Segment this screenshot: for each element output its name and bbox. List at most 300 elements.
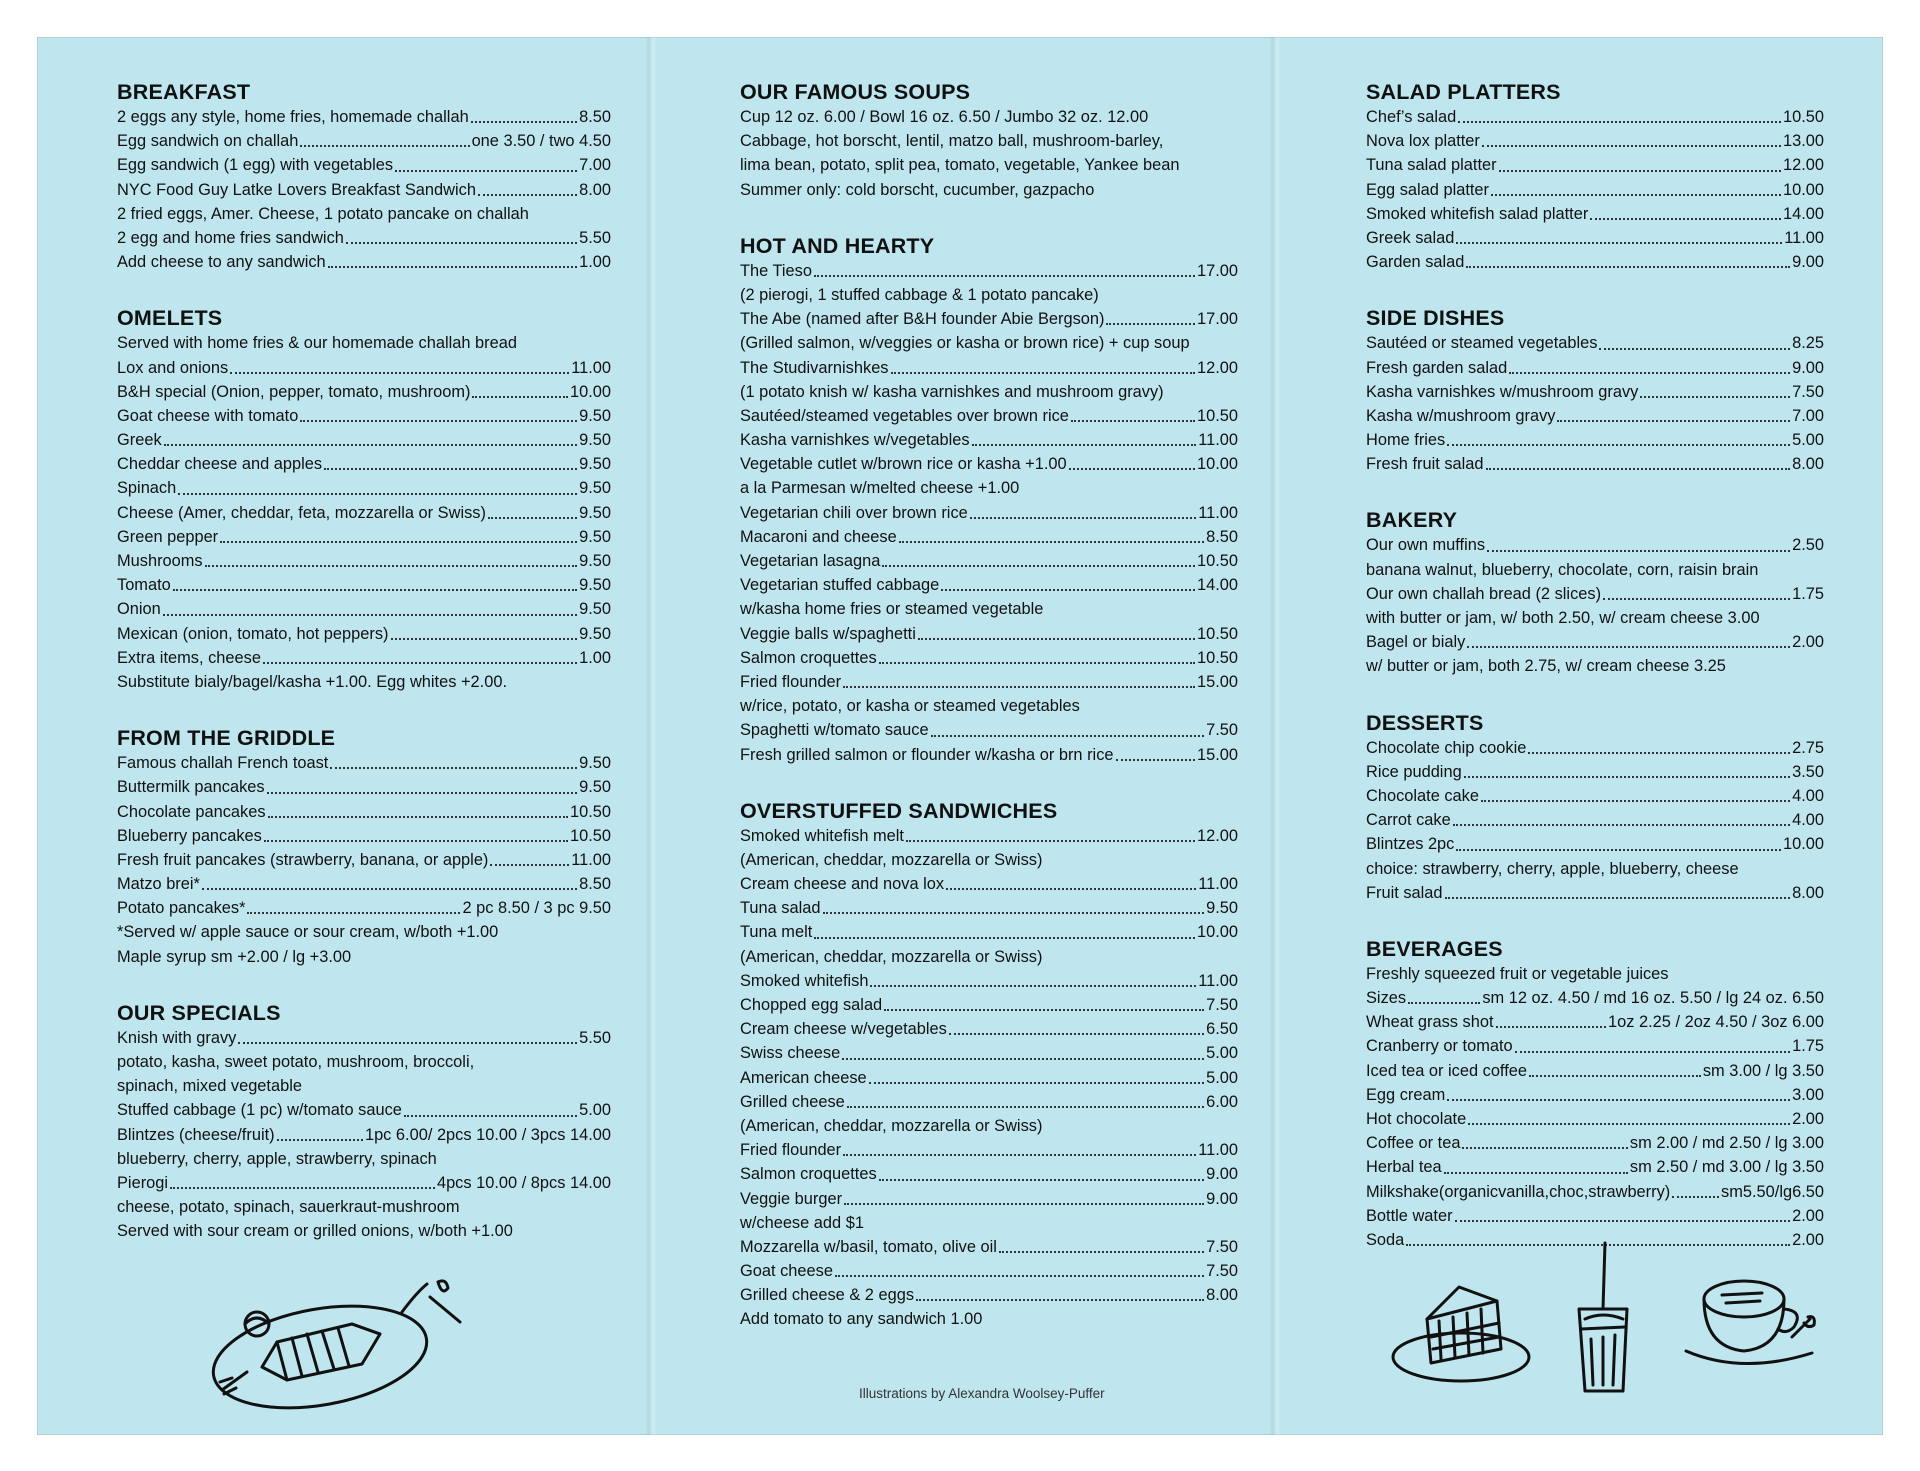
menu-item <box>117 226 611 250</box>
menu-item <box>740 525 1238 549</box>
item-name: Our own muffins <box>1366 536 1486 555</box>
item-price: 7.50 <box>1206 1237 1238 1256</box>
item-name: Rice pudding <box>1366 762 1462 781</box>
menu-item <box>740 307 1238 331</box>
menu-item <box>117 775 611 799</box>
cake-slice-icon <box>1389 1279 1539 1389</box>
menu-item <box>1366 736 1824 760</box>
item-price: 9.00 <box>1206 1189 1238 1208</box>
section-title: SIDE DISHES <box>1366 306 1505 331</box>
dot-leader <box>163 614 577 616</box>
item-price: 9.50 <box>579 527 611 546</box>
item-name: Sizes <box>1366 989 1407 1008</box>
menu-item <box>117 1171 611 1195</box>
item-price: 10.00 <box>1782 835 1824 854</box>
breakfast-plate-icon <box>202 1272 502 1412</box>
item-price: 9.50 <box>579 600 611 619</box>
item-name: Mozzarella w/basil, tomato, olive oil <box>740 1237 997 1256</box>
item-name: Cranberry or tomato <box>1366 1037 1513 1056</box>
menu-item <box>740 896 1238 920</box>
item-name: Stuffed cabbage (1 pc) w/tomato sauce <box>117 1101 402 1120</box>
item-price: 10.50 <box>1196 552 1238 570</box>
item-price: sm 2.50 / md 3.00 / lg 3.50 <box>1629 1158 1824 1177</box>
item-price: 8.50 <box>1206 527 1238 546</box>
menu-section <box>740 233 1238 767</box>
item-name: 2 egg and home fries sandwich <box>117 228 344 247</box>
item-name: Fried flounder <box>740 1141 842 1160</box>
dot-leader <box>823 912 1205 914</box>
item-name: The Studivarnishkes <box>740 358 889 377</box>
item-price: 9.50 <box>579 431 611 450</box>
item-price: 9.50 <box>579 406 611 425</box>
item-price: 9.50 <box>579 552 611 570</box>
item-name: Carrot cake <box>1366 811 1451 830</box>
item-price: 11.00 <box>1198 431 1238 450</box>
dot-leader <box>844 1203 1204 1205</box>
item-price: 12.00 <box>1196 358 1238 377</box>
item-price: 11.00 <box>571 358 611 377</box>
item-price: 12.00 <box>1196 826 1238 845</box>
item-price: 5.00 <box>1206 1068 1238 1087</box>
item-price: 8.25 <box>1792 334 1824 353</box>
item-price: 15.00 <box>1196 672 1238 691</box>
dot-leader <box>264 840 568 842</box>
item-price: 12.00 <box>1782 156 1824 175</box>
item-price: sm 12 oz. 4.50 / md 16 oz. 5.50 / lg 24 oz. 6.50 <box>1482 989 1824 1008</box>
item-name: w/rice, potato, or kasha or steamed vegetables <box>740 697 1080 716</box>
section-title: OUR FAMOUS SOUPS <box>740 80 971 104</box>
dot-leader <box>277 1139 363 1141</box>
menu-section <box>117 725 611 969</box>
menu-item <box>740 404 1238 428</box>
menu-item <box>740 1138 1238 1162</box>
item-price: 2.00 <box>1792 633 1824 652</box>
item-price: 5.50 <box>579 228 611 247</box>
dot-leader <box>1482 145 1781 147</box>
item-name: Mexican (onion, tomato, hot peppers) <box>117 624 389 643</box>
item-price: 9.00 <box>1792 358 1824 377</box>
dot-leader <box>202 888 577 890</box>
item-name: Goat cheese with tomato <box>117 406 299 425</box>
fold-line-right <box>1269 37 1281 1435</box>
item-price: 11.00 <box>571 850 611 869</box>
menu-item <box>1366 986 1824 1010</box>
dot-leader <box>490 864 569 866</box>
dot-leader <box>178 493 577 495</box>
item-price: 4.00 <box>1792 811 1824 830</box>
menu-item <box>740 872 1238 896</box>
item-name: Fresh fruit salad <box>1366 455 1484 474</box>
dot-leader <box>1456 242 1782 244</box>
item-name: Cream cheese w/vegetables <box>740 1020 947 1039</box>
menu-item <box>740 597 1238 621</box>
item-name: lima bean, potato, split pea, tomato, vegetable, Yankee bean <box>740 156 1180 175</box>
menu-item <box>740 1235 1238 1259</box>
dot-leader <box>164 444 577 446</box>
section-title: BAKERY <box>1366 508 1458 533</box>
item-price: 2.00 <box>1792 1110 1824 1128</box>
item-name: Smoked whitefish salad platter <box>1366 204 1589 223</box>
menu-section <box>1366 507 1824 678</box>
menu-item <box>117 824 611 848</box>
dot-leader <box>1466 266 1790 268</box>
item-name: Mushrooms <box>117 552 203 570</box>
menu-item <box>740 105 1238 129</box>
menu-item <box>740 1259 1238 1283</box>
dot-leader <box>899 541 1204 543</box>
item-name: Sautéed or steamed vegetables <box>1366 334 1598 353</box>
item-price: 9.50 <box>579 624 611 643</box>
item-price: 11.00 <box>1198 971 1238 990</box>
menu-item <box>740 694 1238 718</box>
menu-item <box>117 597 611 621</box>
dot-leader <box>300 420 577 422</box>
dot-leader <box>1464 776 1790 778</box>
dot-leader <box>814 937 1195 939</box>
item-name: Famous challah French toast <box>117 754 329 773</box>
item-price: 11.00 <box>1198 1141 1238 1160</box>
item-price: 9.50 <box>579 576 611 595</box>
menu-section <box>740 79 1238 202</box>
menu-item <box>117 380 611 404</box>
menu-item <box>117 573 611 597</box>
item-name: a la Parmesan w/melted cheese +1.00 <box>740 479 1020 498</box>
dot-leader <box>395 170 577 172</box>
item-name: Chef’s salad <box>1366 108 1457 126</box>
dot-leader <box>220 541 577 543</box>
item-name: potato, kasha, sweet potato, mushroom, broccoli, <box>117 1053 475 1071</box>
dot-leader <box>472 396 567 398</box>
dot-leader <box>1467 646 1790 648</box>
menu-item <box>1366 808 1824 832</box>
menu-item <box>740 920 1238 944</box>
menu-item <box>117 105 611 129</box>
dot-leader <box>1445 897 1791 899</box>
menu-item <box>1366 630 1824 654</box>
dot-leader <box>1499 170 1781 172</box>
item-name: The Tieso <box>740 261 812 280</box>
item-name: Veggie balls w/spaghetti <box>740 624 916 643</box>
menu-item <box>1366 1083 1824 1107</box>
item-name: w/kasha home fries or steamed vegetable <box>740 600 1044 619</box>
menu-item <box>1366 606 1824 630</box>
menu-item <box>117 404 611 428</box>
item-name: Iced tea or iced coffee <box>1366 1061 1527 1080</box>
item-price: 17.00 <box>1196 261 1238 280</box>
item-name: Herbal tea <box>1366 1158 1442 1177</box>
item-price: 5.00 <box>1206 1044 1238 1063</box>
menu-item <box>1366 832 1824 856</box>
item-name: Add cheese to any sandwich <box>117 253 326 272</box>
dot-leader <box>843 686 1195 688</box>
item-name: Egg cream <box>1366 1085 1446 1104</box>
item-price: 2.00 <box>1792 1206 1824 1225</box>
dot-leader <box>1487 550 1790 552</box>
section-title: BREAKFAST <box>117 80 251 104</box>
item-name: Blueberry pancakes <box>117 826 262 845</box>
item-name: Soda <box>1366 1230 1405 1249</box>
item-price: 2.75 <box>1792 738 1824 757</box>
dot-leader <box>205 565 577 567</box>
item-name: Kasha w/mushroom gravy <box>1366 406 1556 425</box>
menu-item <box>740 969 1238 993</box>
item-price: 10.00 <box>1196 455 1238 474</box>
dot-leader <box>916 1299 1204 1301</box>
menu-item <box>740 549 1238 573</box>
menu-item <box>117 896 611 920</box>
dot-leader <box>263 662 577 664</box>
menu-item <box>117 428 611 452</box>
dot-leader <box>1528 752 1790 754</box>
menu-item <box>740 848 1238 872</box>
menu-item <box>117 920 611 944</box>
menu-item <box>1366 226 1824 250</box>
menu-column-left <box>117 79 611 1275</box>
menu-item <box>740 1017 1238 1041</box>
menu-item <box>1366 784 1824 808</box>
item-name: Garden salad <box>1366 253 1465 272</box>
item-price: 7.00 <box>579 156 611 175</box>
dot-leader <box>1462 1147 1627 1149</box>
item-price: 11.00 <box>1198 503 1238 522</box>
item-price: 8.00 <box>1792 883 1824 902</box>
dot-leader <box>1640 396 1790 398</box>
menu-item <box>1366 533 1824 557</box>
menu-item <box>740 129 1238 153</box>
item-price: 6.50 <box>1206 1020 1238 1039</box>
item-name: Swiss cheese <box>740 1044 841 1063</box>
menu-item <box>117 1074 611 1098</box>
item-name: Pierogi <box>117 1173 169 1192</box>
menu-item <box>740 1211 1238 1235</box>
dot-leader <box>879 662 1195 664</box>
menu-item <box>117 202 611 226</box>
item-price: 4.00 <box>1792 786 1824 805</box>
item-name: American cheese <box>740 1068 867 1087</box>
dot-leader <box>1481 800 1790 802</box>
item-name: Vegetable cutlet w/brown rice or kasha +1.00 <box>740 455 1067 474</box>
item-price: 1.75 <box>1792 1037 1824 1056</box>
item-name: Home fries <box>1366 431 1446 450</box>
item-name: Cup 12 oz. 6.00 / Bowl 16 oz. 6.50 / Jumbo 32 oz. 12.00 <box>740 108 1149 126</box>
item-name: (1 potato knish w/ kasha varnishkes and mushroom gravy) <box>740 382 1164 401</box>
section-title: FROM THE GRIDDLE <box>117 726 336 751</box>
menu-item <box>740 476 1238 500</box>
item-name: Vegetarian stuffed cabbage <box>740 576 940 595</box>
dot-leader <box>230 372 569 374</box>
dot-leader <box>882 565 1195 567</box>
section-title: SALAD PLATTERS <box>1366 80 1561 104</box>
item-price: sm 2.00 / md 2.50 / lg 3.00 <box>1629 1134 1824 1153</box>
section-title: OUR SPECIALS <box>117 1000 281 1025</box>
milkshake-glass-icon <box>1567 1239 1637 1399</box>
item-price: 8.50 <box>579 875 611 894</box>
menu-item <box>740 331 1238 355</box>
item-name: B&H special (Onion, pepper, tomato, mushroom) <box>117 382 471 401</box>
dot-leader <box>1408 1002 1480 1004</box>
menu-item <box>740 380 1238 404</box>
menu-item <box>117 848 611 872</box>
menu-item <box>117 501 611 525</box>
menu-item <box>740 153 1238 177</box>
item-name: Kasha varnishkes w/vegetables <box>740 431 970 450</box>
item-name: Fried flounder <box>740 672 842 691</box>
menu-item <box>117 525 611 549</box>
menu-item <box>740 501 1238 525</box>
menu-item <box>117 1219 611 1243</box>
menu-item <box>740 1066 1238 1090</box>
item-name: (2 pierogi, 1 stuffed cabbage & 1 potato pancake) <box>740 285 1099 304</box>
item-price: 14.00 <box>1782 204 1824 223</box>
dot-leader <box>346 242 577 244</box>
menu-item <box>740 573 1238 597</box>
dot-leader <box>391 638 578 640</box>
item-price: 5.00 <box>579 1101 611 1120</box>
dot-leader <box>906 840 1195 842</box>
dot-leader <box>170 1187 435 1189</box>
item-price: 9.00 <box>1206 1165 1238 1184</box>
item-name: NYC Food Guy Latke Lovers Breakfast Sandwich <box>117 180 476 199</box>
menu-sheet <box>37 37 1883 1435</box>
menu-item <box>1366 760 1824 784</box>
item-price: 1oz 2.25 / 2oz 4.50 / 3oz 6.00 <box>1608 1013 1824 1032</box>
dot-leader <box>488 517 577 519</box>
item-name: Knish with gravy <box>117 1028 237 1047</box>
dot-leader <box>1069 468 1195 470</box>
menu-item <box>740 1307 1238 1331</box>
menu-section <box>1366 710 1824 905</box>
illustration-credit: Illustrations by Alexandra Woolsey-Puffer <box>859 1386 1105 1401</box>
menu-item <box>740 718 1238 742</box>
item-name: Chopped egg salad <box>740 996 883 1014</box>
item-name: Blintzes 2pc <box>1366 835 1455 854</box>
item-name: Green pepper <box>117 527 219 546</box>
item-price: 9.00 <box>1792 253 1824 272</box>
item-name: Grilled cheese <box>740 1092 845 1111</box>
item-price: 10.50 <box>1782 108 1824 126</box>
menu-item <box>1366 250 1824 274</box>
item-name: Macaroni and cheese <box>740 527 897 546</box>
menu-item <box>740 993 1238 1017</box>
menu-item <box>117 129 611 153</box>
fold-line-left <box>645 37 657 1435</box>
dot-leader <box>1444 1172 1628 1174</box>
menu-item <box>1366 356 1824 380</box>
dot-leader <box>870 985 1196 987</box>
item-name: Spaghetti w/tomato sauce <box>740 721 929 740</box>
dot-leader <box>949 1033 1204 1035</box>
menu-item <box>1366 428 1824 452</box>
dot-leader <box>946 888 1196 890</box>
menu-item <box>740 259 1238 283</box>
item-price: 3.00 <box>1792 1085 1824 1104</box>
menu-item <box>1366 129 1824 153</box>
item-name: Goat cheese <box>740 1262 833 1281</box>
dot-leader <box>328 266 577 268</box>
menu-item <box>117 476 611 500</box>
menu-item <box>740 1090 1238 1114</box>
section-title: OVERSTUFFED SANDWICHES <box>740 798 1058 823</box>
menu-item <box>117 1050 611 1074</box>
dot-leader <box>847 1106 1204 1108</box>
menu-item <box>117 872 611 896</box>
item-name: Grilled cheese & 2 eggs <box>740 1286 915 1305</box>
dot-leader <box>471 121 577 123</box>
menu-item <box>740 1162 1238 1186</box>
coffee-cup-icon <box>1682 1267 1822 1377</box>
item-name: Lox and onions <box>117 358 229 377</box>
dot-leader <box>268 816 568 818</box>
item-price: 9.50 <box>579 503 611 522</box>
item-price: 15.00 <box>1196 745 1238 764</box>
item-name: Chocolate chip cookie <box>1366 738 1527 757</box>
item-name: 2 fried eggs, Amer. Cheese, 1 potato pancake on challah <box>117 204 529 223</box>
dot-leader <box>1447 444 1790 446</box>
item-name: Served with home fries & our homemade challah bread <box>117 334 517 353</box>
menu-item <box>117 1098 611 1122</box>
item-price: 9.50 <box>579 754 611 773</box>
item-name: choice: strawberry, cherry, apple, blueberry, cheese <box>1366 859 1739 878</box>
item-name: Coffee or tea <box>1366 1134 1461 1153</box>
menu-item <box>1366 558 1824 582</box>
dot-leader <box>1590 218 1781 220</box>
item-name: Fresh grilled salmon or flounder w/kasha or brn rice <box>740 745 1114 764</box>
item-price: 4pcs 10.00 / 8pcs 14.00 <box>436 1173 611 1192</box>
item-price: 1.00 <box>579 648 611 667</box>
menu-section <box>1366 936 1824 1252</box>
menu-column-center <box>740 79 1238 1363</box>
item-name: Bottle water <box>1366 1206 1453 1225</box>
dot-leader <box>173 589 577 591</box>
menu-item <box>1366 881 1824 905</box>
item-name: Served with sour cream or grilled onions, w/both +1.00 <box>117 1222 513 1241</box>
menu-item <box>1366 178 1824 202</box>
item-name: banana walnut, blueberry, chocolate, corn, raisin brain <box>1366 560 1759 579</box>
item-name: Smoked whitefish <box>740 971 869 990</box>
menu-item <box>117 452 611 476</box>
item-name: Extra items, cheese <box>117 648 261 667</box>
menu-item <box>740 743 1238 767</box>
item-price: 7.00 <box>1792 406 1824 425</box>
item-name: Greek salad <box>1366 228 1455 247</box>
dot-leader <box>1599 348 1790 350</box>
item-name: The Abe (named after B&H founder Abie Bergson) <box>740 310 1105 329</box>
item-name: Tuna salad platter <box>1366 156 1497 175</box>
dot-leader <box>1071 420 1195 422</box>
item-price: 10.50 <box>569 802 611 821</box>
item-price: 8.00 <box>579 180 611 199</box>
item-name: Buttermilk pancakes <box>117 778 265 797</box>
menu-item <box>117 250 611 274</box>
dot-leader <box>891 372 1195 374</box>
menu-section <box>117 79 611 274</box>
item-name: Matzo brei* <box>117 875 200 894</box>
menu-item <box>740 452 1238 476</box>
item-price: 7.50 <box>1206 721 1238 740</box>
item-name: Maple syrup sm +2.00 / lg +3.00 <box>117 947 352 966</box>
menu-section <box>1366 79 1824 274</box>
item-name: Egg sandwich on challah <box>117 132 299 151</box>
item-name: Add tomato to any sandwich 1.00 <box>740 1310 983 1329</box>
menu-item <box>740 824 1238 848</box>
item-price: 1.00 <box>579 253 611 272</box>
item-price: 10.00 <box>1782 180 1824 199</box>
menu-item <box>740 356 1238 380</box>
item-name: spinach, mixed vegetable <box>117 1077 302 1096</box>
item-price: 10.50 <box>1196 624 1238 643</box>
menu-item <box>1366 331 1824 355</box>
menu-item <box>1366 1107 1824 1131</box>
